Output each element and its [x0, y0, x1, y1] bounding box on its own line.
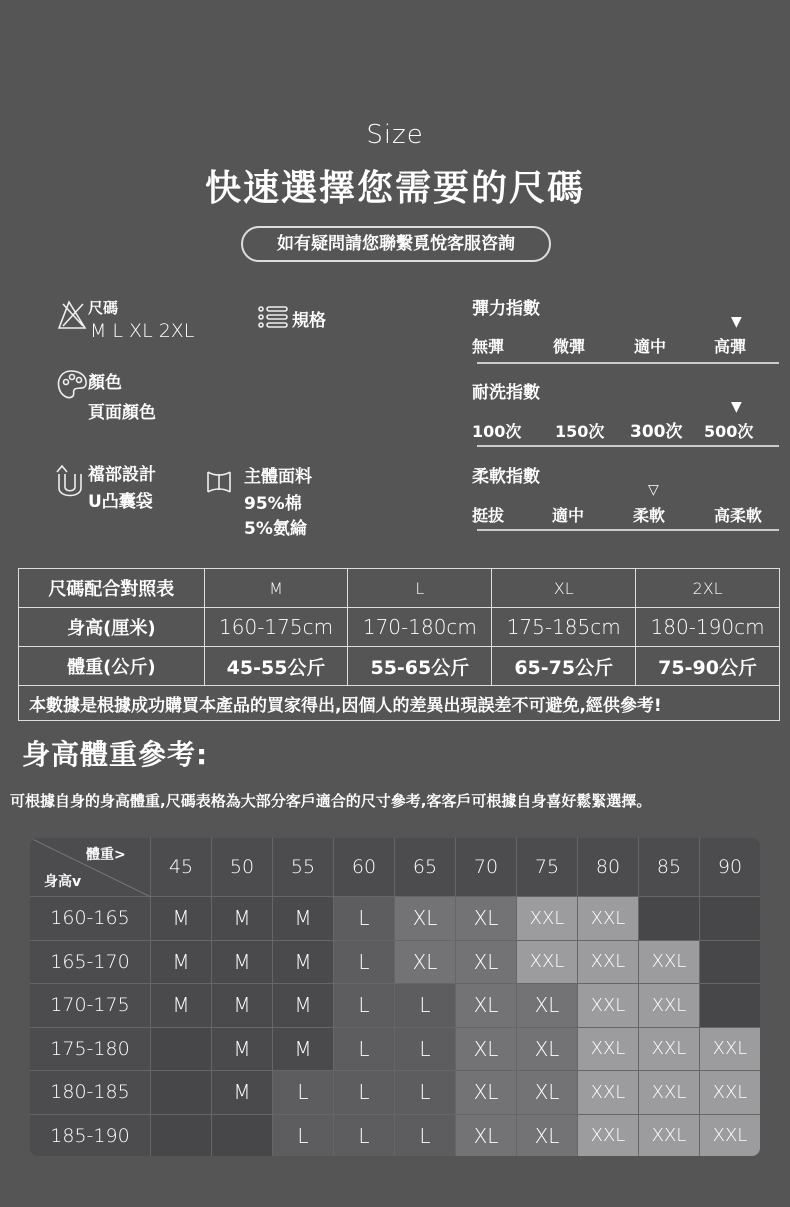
grid-size-cell: XL — [456, 1028, 517, 1072]
grid-size-cell — [151, 1115, 212, 1157]
grid-size-cell: XXL — [639, 1028, 700, 1072]
height-weight-grid — [30, 838, 760, 1156]
grid-height-label: 170-175 — [30, 984, 151, 1028]
grid-size-cell: XXL — [639, 984, 700, 1028]
grid-weight-header: 90 — [700, 838, 760, 897]
color-label: 顏色 — [88, 373, 122, 393]
grid-size-cell: XXL — [639, 1115, 700, 1157]
softness-option-firm: 挺拔 — [472, 506, 505, 525]
grid-size-cell: XL — [517, 1028, 578, 1072]
height-l: 170-180cm — [348, 608, 492, 647]
grid-size-cell: M — [273, 1028, 334, 1072]
wash-option-300: 300次 — [630, 422, 683, 442]
grid-size-cell: L — [334, 897, 395, 941]
height-2xl: 180-190cm — [636, 608, 780, 647]
wash-option-500: 500次 — [704, 422, 754, 441]
elasticity-option-medium: 適中 — [634, 337, 667, 356]
grid-size-cell: XL — [395, 941, 456, 985]
grid-size-cell: XL — [517, 1071, 578, 1115]
grid-size-cell: XL — [517, 1115, 578, 1157]
grid-corner-weight: 體重> — [86, 847, 126, 863]
grid-size-cell: XL — [517, 984, 578, 1028]
grid-size-cell: XL — [395, 897, 456, 941]
grid-weight-header: 55 — [273, 838, 334, 897]
size-value: M L XL 2XL — [90, 320, 195, 342]
spec-label: 規格 — [292, 311, 326, 331]
fabric-value-spandex: 5%氨綸 — [244, 519, 307, 539]
elasticity-marker-icon: ▼ — [731, 314, 742, 330]
wash-option-150: 150次 — [555, 422, 605, 441]
grid-size-cell: XL — [456, 1071, 517, 1115]
grid-size-cell: L — [395, 1115, 456, 1157]
grid-weight-header: 75 — [517, 838, 578, 897]
grid-size-cell: M — [273, 897, 334, 941]
grid-weight-header: 45 — [151, 838, 212, 897]
grid-size-cell: M — [212, 941, 273, 985]
u-pouch-icon — [54, 464, 86, 502]
grid-size-cell: XXL — [700, 1071, 760, 1115]
grid-size-cell: XXL — [578, 1028, 639, 1072]
grid-size-cell: XXL — [578, 941, 639, 985]
palette-icon — [55, 368, 89, 402]
weight-row-label: 體重(公斤) — [19, 647, 205, 686]
elasticity-option-none: 無彈 — [472, 337, 505, 356]
grid-size-cell: XXL — [517, 897, 578, 941]
reference-title: 身高體重參考: — [22, 738, 209, 771]
grid-weight-header: 60 — [334, 838, 395, 897]
size-chart-col-l: L — [348, 569, 492, 608]
wash-option-100: 100次 — [472, 422, 522, 441]
grid-height-label: 165-170 — [30, 941, 151, 985]
grid-size-cell: L — [395, 1028, 456, 1072]
grid-weight-header: 50 — [212, 838, 273, 897]
weight-m: 45-55公斤 — [204, 647, 348, 686]
grid-size-cell: XL — [456, 897, 517, 941]
wash-title: 耐洗指數 — [472, 383, 540, 403]
color-value: 頁面顏色 — [88, 403, 156, 423]
height-row-label: 身高(厘米) — [19, 608, 205, 647]
grid-size-cell — [639, 897, 700, 941]
grid-size-cell: L — [334, 984, 395, 1028]
grid-size-cell: XXL — [639, 1071, 700, 1115]
grid-weight-header: 70 — [456, 838, 517, 897]
size-heading: Size — [366, 120, 424, 150]
softness-option-soft: 柔軟 — [633, 506, 666, 525]
grid-height-label: 180-185 — [30, 1071, 151, 1115]
size-chart-col-xl: XL — [492, 569, 636, 608]
grid-size-cell: L — [334, 1115, 395, 1157]
size-chart-col-m: M — [204, 569, 348, 608]
softness-scale-line — [477, 529, 779, 531]
grid-weight-header: 80 — [578, 838, 639, 897]
size-label: 尺碼 — [88, 299, 119, 317]
grid-size-cell: XXL — [578, 897, 639, 941]
wash-marker-icon: ▼ — [731, 399, 742, 415]
grid-size-cell: M — [212, 1071, 273, 1115]
wash-scale-line — [477, 445, 779, 447]
grid-size-cell: L — [334, 941, 395, 985]
elasticity-option-high: 高彈 — [714, 337, 747, 356]
grid-size-cell: L — [273, 1071, 334, 1115]
crotch-label: 襠部設計 — [88, 465, 156, 485]
height-m: 160-175cm — [204, 608, 348, 647]
size-chart-note-row — [19, 686, 780, 721]
grid-size-cell: M — [151, 941, 212, 985]
size-chart-table — [18, 568, 780, 721]
grid-size-cell — [151, 1071, 212, 1115]
size-chart-title: 尺碼配合對照表 — [19, 569, 205, 608]
size-chart-note: 本數據是根據成功購買本產品的買家得出,因個人的差異出現誤差不可避免,經供參考! — [19, 686, 780, 721]
grid-weight-header: 65 — [395, 838, 456, 897]
grid-weight-header: 85 — [639, 838, 700, 897]
softness-option-very-soft: 高柔軟 — [714, 506, 763, 525]
grid-size-cell: M — [212, 984, 273, 1028]
reference-description: 可根據自身的身高體重,尺碼表格為大部分客戶適合的尺寸參考,客客戶可根據自身喜好鬆緊選擇。 — [10, 792, 652, 810]
weight-2xl: 75-90公斤 — [636, 647, 780, 686]
softness-title: 柔軟指數 — [472, 467, 540, 487]
grid-size-cell: M — [273, 941, 334, 985]
fabric-value-cotton: 95%棉 — [244, 494, 302, 514]
crotch-value: U凸囊袋 — [88, 492, 153, 512]
softness-marker-icon: ▽ — [648, 482, 659, 498]
page-title: 快速選擇您需要的尺碼 — [204, 168, 585, 209]
size-chart-col-2xl: 2XL — [636, 569, 780, 608]
grid-size-cell — [212, 1115, 273, 1157]
grid-size-cell — [151, 1028, 212, 1072]
grid-size-cell — [700, 941, 760, 985]
consult-badge: 如有疑問請您聯繫覓悅客服咨詢 — [241, 226, 551, 262]
elasticity-option-slight: 微彈 — [553, 337, 586, 356]
size-chart-height-row — [19, 608, 780, 647]
grid-height-label: 185-190 — [30, 1115, 151, 1157]
grid-corner — [30, 838, 151, 897]
list-icon — [257, 305, 289, 329]
grid-size-cell: M — [151, 897, 212, 941]
grid-size-cell: L — [395, 984, 456, 1028]
grid-size-cell: XL — [456, 941, 517, 985]
grid-height-label: 175-180 — [30, 1028, 151, 1072]
height-xl: 175-185cm — [492, 608, 636, 647]
grid-size-cell: XL — [456, 1115, 517, 1157]
ruler-triangle-icon — [55, 298, 89, 332]
grid-size-cell: XXL — [639, 941, 700, 985]
size-chart-header-row — [19, 569, 780, 608]
grid-size-cell — [700, 984, 760, 1028]
grid-size-cell: L — [334, 1071, 395, 1115]
grid-size-cell: L — [395, 1071, 456, 1115]
size-chart-weight-row — [19, 647, 780, 686]
grid-size-cell: XXL — [700, 1028, 760, 1072]
softness-option-medium: 適中 — [552, 506, 585, 525]
weight-xl: 65-75公斤 — [492, 647, 636, 686]
elasticity-scale-line — [477, 362, 779, 364]
weight-l: 55-65公斤 — [348, 647, 492, 686]
grid-size-cell: XL — [456, 984, 517, 1028]
grid-size-cell: XXL — [517, 941, 578, 985]
grid-corner-height: 身高v — [44, 874, 82, 890]
grid-size-cell: XXL — [578, 1115, 639, 1157]
fabric-label: 主體面料 — [244, 467, 312, 487]
grid-size-cell: M — [151, 984, 212, 1028]
grid-height-label: 160-165 — [30, 897, 151, 941]
grid-size-cell: L — [334, 1028, 395, 1072]
elasticity-title: 彈力指數 — [472, 299, 540, 319]
grid-size-cell: XXL — [578, 984, 639, 1028]
grid-size-cell: XXL — [578, 1071, 639, 1115]
grid-size-cell: XXL — [700, 1115, 760, 1157]
grid-size-cell — [700, 897, 760, 941]
grid-size-cell: M — [273, 984, 334, 1028]
grid-size-cell: L — [273, 1115, 334, 1157]
fabric-icon — [205, 468, 233, 494]
grid-size-cell: M — [212, 1028, 273, 1072]
grid-size-cell: M — [212, 897, 273, 941]
